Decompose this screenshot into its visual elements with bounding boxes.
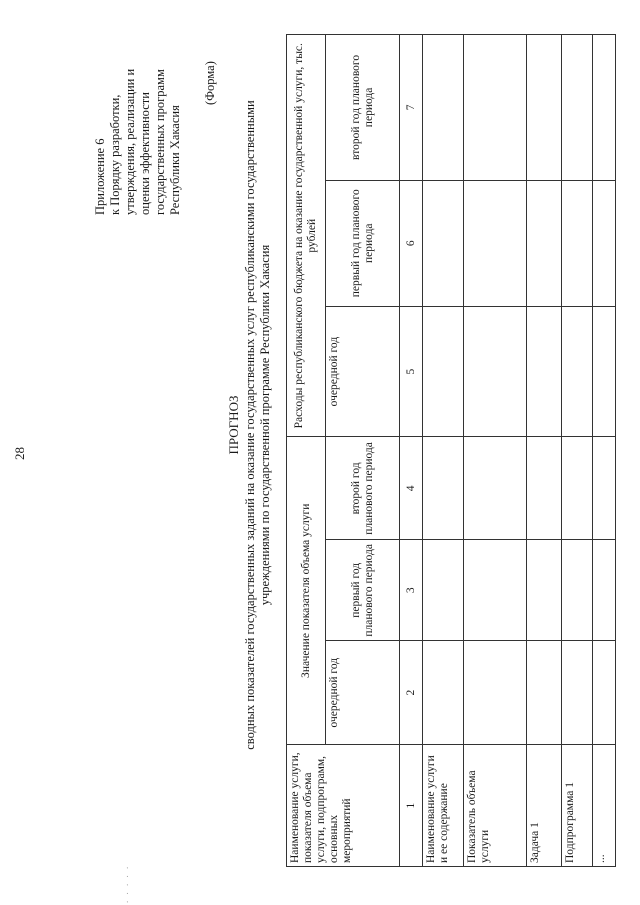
title-heading: ПРОГНОЗ: [226, 395, 241, 455]
header-volume-group: Значение показателя объема услуги: [287, 437, 326, 745]
row-label: Подпрограмма 1: [562, 745, 593, 867]
header-row-2: [326, 35, 400, 867]
header-volume-next-year: очередной год: [326, 641, 400, 745]
page-number: 28: [12, 447, 27, 460]
scan-artifact: . . . . .: [120, 864, 130, 903]
appendix-line: Приложение 6: [93, 138, 107, 215]
forecast-table: [286, 34, 616, 867]
header-volume-first-year: первый год планового периода: [326, 540, 400, 641]
row-label: Задача 1: [527, 745, 562, 867]
table-row: [562, 35, 593, 867]
appendix-line: Республики Хакасия: [168, 105, 182, 215]
header-expenses-next-year: очередной год: [326, 306, 400, 437]
title-line-1: сводных показателей государственных заданий на оказание государственных услуг республиканскими государственными: [243, 100, 257, 750]
table-row: [423, 35, 464, 867]
column-number: 6: [400, 180, 423, 306]
title-line-2: учреждениями по государственной программе Республики Хакасия: [258, 244, 272, 606]
header-expenses-first-year: первый год планового периода: [326, 180, 400, 306]
column-numbers-row: [400, 35, 423, 867]
appendix-line: утверждения, реализации и: [123, 68, 137, 215]
appendix-note: [93, 69, 183, 215]
column-number: 5: [400, 306, 423, 437]
document-title: [226, 65, 273, 785]
header-expenses-second-year: второй год планового периода: [326, 35, 400, 181]
appendix-line: государственных программ: [153, 69, 167, 215]
row-label: Показатель объема услуги: [464, 745, 527, 867]
table-row: [527, 35, 562, 867]
table-row: [464, 35, 527, 867]
header-row-1: [287, 35, 326, 867]
column-number: 2: [400, 641, 423, 745]
header-expenses-group: Расходы республиканского бюджета на оказание государственной услуги, тыс. рублей: [287, 35, 326, 437]
column-number: 7: [400, 35, 423, 181]
column-number: 1: [400, 745, 423, 867]
column-number: 4: [400, 437, 423, 540]
appendix-line: оценки эффективности: [138, 92, 152, 215]
row-label: Наименование услуги и ее содержание: [423, 745, 464, 867]
header-volume-second-year: второй год планового периода: [326, 437, 400, 540]
header-name-column: Наименование услуги, показателя объема услуги, подпрограмм, основных мероприятий: [287, 745, 400, 867]
row-label: ...: [593, 745, 616, 867]
appendix-line: к Порядку разработки,: [108, 94, 122, 215]
table-row: [593, 35, 616, 867]
form-label: (Форма): [203, 61, 217, 105]
column-number: 3: [400, 540, 423, 641]
